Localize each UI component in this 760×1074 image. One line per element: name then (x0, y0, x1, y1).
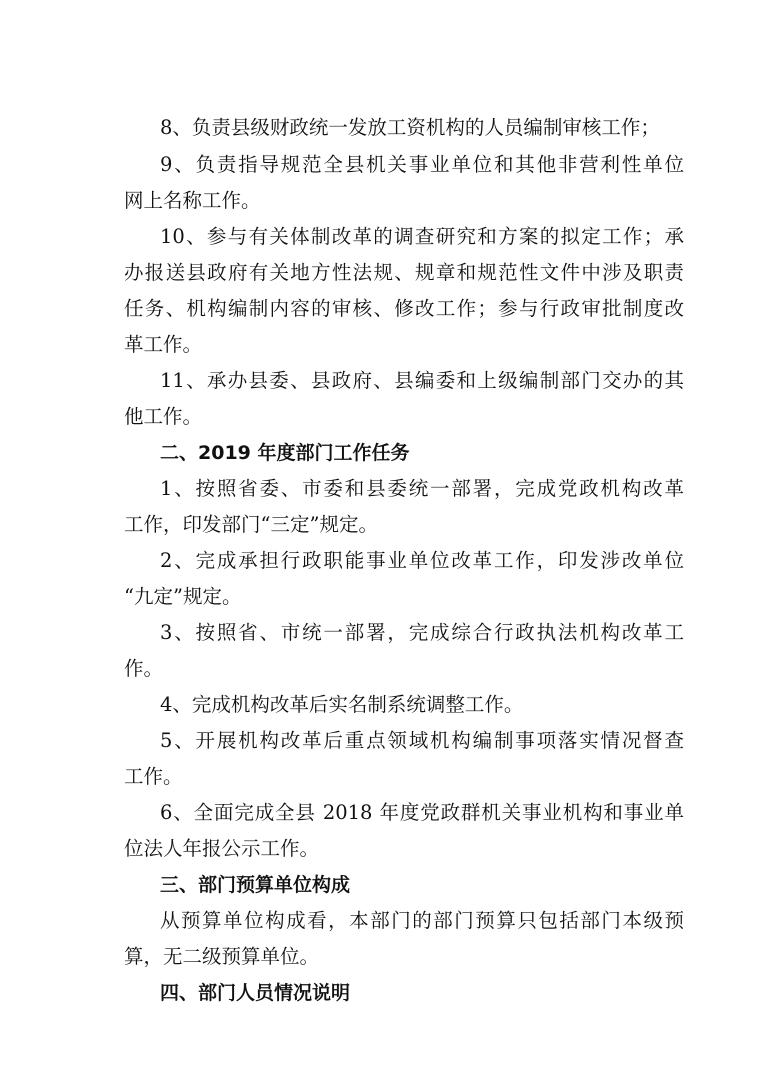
text-line: 从预算单位构成看，本部门的部门预算只包括部门本级预 (160, 909, 684, 932)
text-line: 革工作。 (124, 333, 203, 356)
text-line: 位法人年报公示工作。 (124, 837, 320, 860)
text-line: 2、完成承担行政职能事业单位改革工作，印发涉改单位 (160, 549, 684, 572)
section-heading-3: 三、部门预算单位构成 (160, 874, 351, 896)
text-line: 算，无二级预算单位。 (124, 945, 320, 968)
text-line: 9、负责指导规范全县机关事业单位和其他非营利性单位 (160, 153, 684, 176)
text-line: “九定”规定。 (124, 585, 242, 608)
text-line: 11、承办县委、县政府、县编委和上级编制部门交办的其 (160, 369, 684, 392)
text-line: 6、全面完成全县 2018 年度党政群机关事业机构和事业单 (160, 801, 684, 824)
text-line: 任务、机构编制内容的审核、修改工作；参与行政审批制度改 (124, 297, 684, 320)
text-line: 网上名称工作。 (124, 189, 261, 212)
text-line: 5、开展机构改革后重点领域机构编制事项落实情况督查 (160, 729, 684, 752)
section-heading-4: 四、部门人员情况说明 (160, 982, 351, 1004)
text-line: 工作，印发部门“三定”规定。 (124, 513, 378, 536)
text-line: 办报送县政府有关地方性法规、规章和规范性文件中涉及职责 (124, 261, 684, 284)
text-line: 1、按照省委、市委和县委统一部署，完成党政机构改革 (160, 477, 684, 500)
section-heading-2: 二、2019 年度部门工作任务 (160, 442, 410, 464)
text-line: 工作。 (124, 765, 183, 788)
text-line: 8、负责县级财政统一发放工资机构的人员编制审核工作； (160, 116, 660, 139)
text-line: 4、完成机构改革后实名制系统调整工作。 (160, 693, 524, 716)
text-line: 他工作。 (124, 405, 203, 428)
text-line: 作。 (124, 657, 164, 680)
text-line: 10、参与有关体制改革的调查研究和方案的拟定工作；承 (160, 225, 684, 248)
text-line: 3、按照省、市统一部署，完成综合行政执法机构改革工 (160, 621, 684, 644)
